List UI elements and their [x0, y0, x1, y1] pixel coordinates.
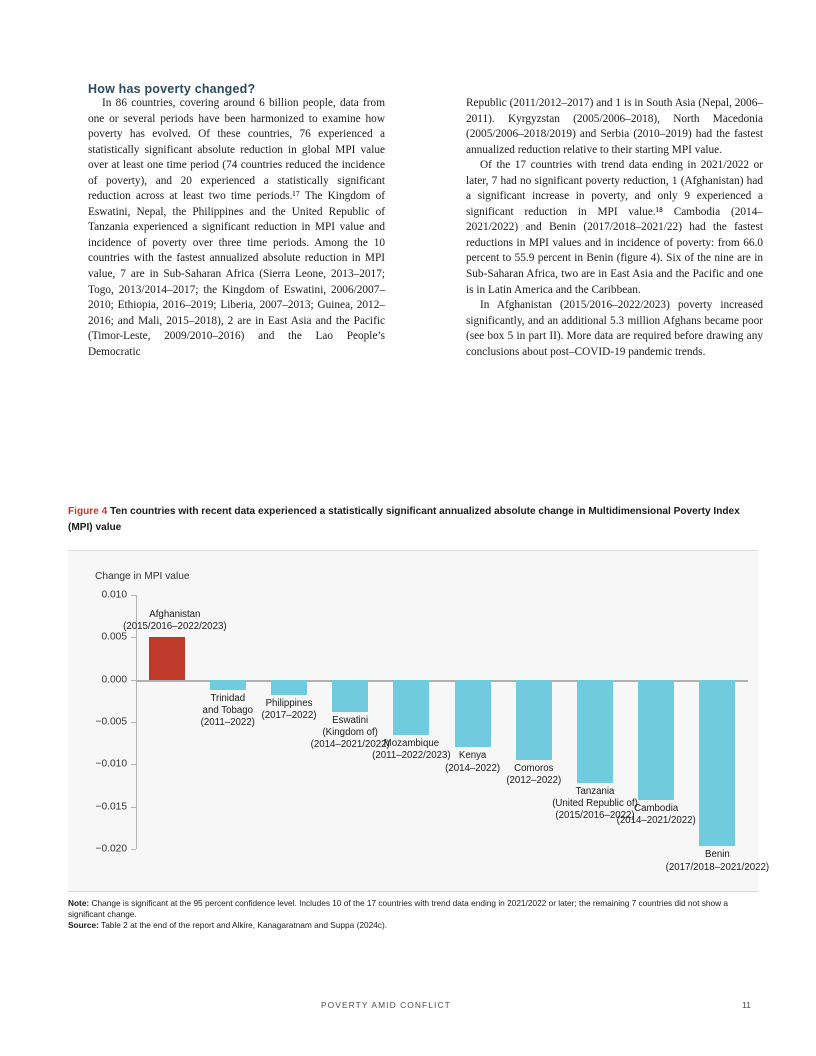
- y-axis-tick-label: −0.005: [95, 716, 127, 728]
- y-axis-tick: [131, 595, 136, 596]
- y-axis-tick-label: 0.000: [101, 674, 127, 686]
- footer-page-number: 11: [742, 1000, 751, 1010]
- source-label: Source:: [68, 920, 99, 931]
- page-title: How has poverty changed?: [88, 82, 256, 97]
- bar-label: [445, 750, 500, 774]
- bar: [393, 680, 429, 735]
- source-row: [68, 920, 760, 931]
- bar-label-line: (2015/2016–2022): [555, 810, 635, 822]
- note-text: Change is significant at the 95 percent confidence level. Includes 10 of the 17 countries with trend data ending in 2021/2022 or later; the remaining 7 countries did not show a significant change.: [68, 898, 729, 920]
- source-text: Table 2 at the end of the report and Alkire, Kanagaratnam and Suppa (2024c).: [101, 920, 388, 931]
- bar-label-line: (2017/2018–2021/2022): [665, 861, 770, 873]
- bar-label-line: Kenya: [458, 750, 487, 762]
- y-axis-tick: [131, 807, 136, 808]
- bar-label: [201, 693, 255, 730]
- paragraph: Republic (2011/2012–2017) and 1 is in South Asia (Nepal, 2006–2011). Kyrgyzstan (2005/2006–2018), North Macedonia (2005/2006–2018/2019) and Serbia (2010–2019) had the fastest annualized reduction relative to their starting MPI value.: [466, 97, 763, 156]
- bar-label-line: Eswatini: [332, 714, 369, 726]
- bar: [332, 680, 368, 712]
- paragraph: Of the 17 countries with trend data ending in 2021/2022 or later, 7 had no significant poverty reduction, 1 (Afghanistan) had a significant increase in poverty, and only 9 experienced a significant reduction in MPI value.¹⁸ Cambodia (2014–2021/2022) and Benin (2017/2018–2021/22) had the fastest reductions in MPI values and in incidence of poverty: from 66.0 percent to 55.9 percent in Benin (figure 4). Six of the nine are in Sub-Saharan Africa, two are in East Asia and the Pacific and one is in Latin America and the Caribbean.: [466, 159, 763, 296]
- bar-label-line: (2014–2022): [445, 762, 501, 774]
- bar-label-line: (2015/2016–2022/2023): [123, 621, 227, 633]
- bar: [271, 680, 307, 695]
- y-axis-tick: [131, 637, 136, 638]
- note-row: [68, 898, 760, 920]
- y-axis-tick: [131, 722, 136, 723]
- bar-label-line: Afghanistan: [149, 608, 201, 620]
- bar-label-line: (2014–2021/2022): [616, 815, 696, 827]
- footer-title: POVERTY AMID CONFLICT: [321, 1000, 451, 1010]
- bar: [638, 680, 674, 800]
- bar-label-line: Cambodia: [634, 802, 679, 814]
- y-axis-tick: [131, 849, 136, 850]
- bar-label: [123, 609, 226, 633]
- bar-label: [372, 738, 450, 762]
- figure-number: Figure 4: [68, 506, 108, 517]
- bar: [699, 680, 735, 847]
- y-axis-title: Change in MPI value: [95, 571, 190, 582]
- y-axis-tick-label: −0.010: [95, 758, 127, 770]
- bar: [577, 680, 613, 783]
- paragraph: In Afghanistan (2015/2016–2022/2023) poverty increased significantly, and an additional 5.3 million Afghans became poor (see box 5 in part II). More data are required before drawing any conclusions about post–COVID-19 pandemic trends.: [466, 299, 763, 358]
- text-column-right: [466, 96, 763, 360]
- bar-label-line: (2017–2022): [261, 710, 317, 722]
- bar-label-line: (United Republic of): [552, 798, 638, 810]
- bar-label-line: (2014–2021/2022): [310, 739, 390, 751]
- y-axis-tick-label: −0.020: [95, 843, 127, 855]
- bar-label-line: (2011–2022/2023): [372, 749, 451, 761]
- y-axis-tick-label: −0.015: [95, 801, 127, 813]
- bar-label: [666, 849, 769, 873]
- bar-label-line: Mozambique: [383, 737, 440, 749]
- bar-label-line: and Tobago: [202, 705, 254, 717]
- paragraph: In 86 countries, covering around 6 billion people, data from one or several periods have been harmonized to examine how poverty has evolved. Of these countries, 76 experienced a statistically significant absolute reduction in global MPI value over at least one time period (74 countries reduced the incidence of poverty), and 20 experienced a statistically significant reduction across at least two time periods.¹⁷ The Kingdom of Eswatini, Nepal, the Philippines and the United Republic of Tanzania experienced a significant reduction in MPI value and incidence of poverty over three time periods. Among the 10 countries with the fastest annualized absolute reduction in MPI value, 7 are in Sub-Saharan Africa (Sierra Leone, 2013–2017; Togo, 2013/2014–2017; the Kingdom of Eswatini, 2006/2007–2010; Ethiopia, 2016–2019; Liberia, 2007–2013; Guinea, 2012–2016; and Mali, 2015–2018), 2 are in East Asia and the Pacific (Timor-Leste, 2009/2010–2016) and the Lao People’s Democratic: [88, 97, 385, 358]
- note-label: Note:: [68, 898, 90, 908]
- figure-4-chart: [68, 550, 770, 892]
- bar: [149, 637, 185, 679]
- bar-label: [617, 803, 696, 827]
- bar-label-line: Philippines: [265, 697, 313, 709]
- figure-notes: [68, 898, 760, 932]
- bar: [516, 680, 552, 760]
- bar-label: [506, 763, 561, 787]
- y-axis-tick: [131, 764, 136, 765]
- text-column-left: [88, 96, 385, 360]
- bar: [455, 680, 491, 748]
- y-axis-tick-label: 0.005: [101, 631, 127, 643]
- figure-caption: [68, 504, 758, 535]
- bar-label-line: Benin: [705, 849, 730, 861]
- bar-label-line: (2011–2022): [200, 717, 255, 729]
- figure-caption-text: Ten countries with recent data experienced a statistically significant annualized absolute change in Multidimensional Poverty Index (MPI) value: [68, 506, 740, 533]
- y-axis-tick-label: 0.010: [101, 589, 127, 601]
- bar-label: [262, 698, 317, 722]
- bar-label-line: (2012–2022): [506, 775, 562, 787]
- bar-label-line: Tanzania: [575, 785, 615, 797]
- plot-area: [95, 589, 770, 873]
- bar-label-line: Comoros: [514, 763, 554, 775]
- bar: [210, 680, 246, 690]
- bar-label-line: (Kingdom of): [322, 727, 378, 739]
- bar-label-line: Trinidad: [210, 692, 246, 704]
